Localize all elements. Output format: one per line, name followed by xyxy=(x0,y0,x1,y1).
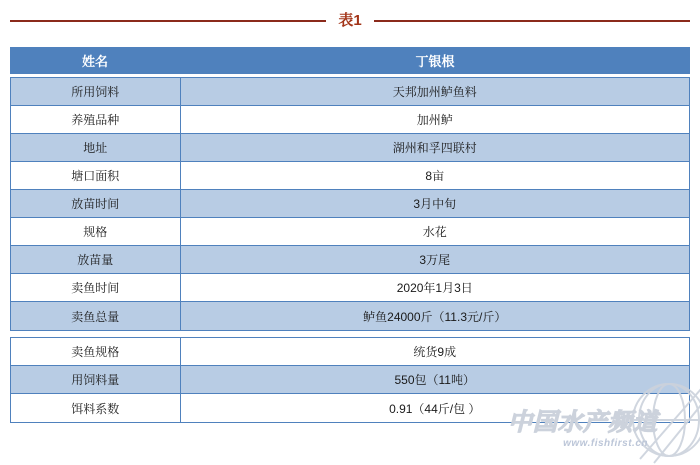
row-label-cell: 放苗时间 xyxy=(11,190,181,217)
row-value-cell: 2020年1月3日 xyxy=(396,281,473,295)
table-row xyxy=(11,134,689,162)
row-value-cell: 0.91（44斤/包 ） xyxy=(389,401,481,416)
table-row xyxy=(11,246,689,274)
row-value-cell: 水花 xyxy=(422,225,447,239)
row-label-cell: 规格 xyxy=(11,218,181,245)
row-value-cell: 8亩 xyxy=(425,169,445,183)
table-row xyxy=(11,106,689,134)
row-value-cell: 鲈鱼24000斤（11.3元/斤） xyxy=(363,309,507,324)
table-row xyxy=(11,366,689,394)
caption-text: 表1 xyxy=(338,12,362,29)
row-value-cell: 3月中旬 xyxy=(413,197,457,211)
row-label-cell: 卖鱼规格 xyxy=(11,338,181,365)
table-row xyxy=(11,78,689,106)
row-label-cell: 用饲料量 xyxy=(11,366,181,393)
table-row xyxy=(11,302,689,330)
table-row xyxy=(11,338,689,366)
table-caption xyxy=(10,11,690,31)
row-value-cell: 加州鲈 xyxy=(416,113,453,127)
row-label-cell: 养殖品种 xyxy=(11,106,181,133)
table-row xyxy=(11,274,689,302)
row-label-cell: 卖鱼时间 xyxy=(11,274,181,301)
row-label-cell: 卖鱼总量 xyxy=(11,302,181,330)
table-row xyxy=(11,394,689,422)
header-label-cell: 姓名 xyxy=(81,54,108,69)
row-label-cell: 放苗量 xyxy=(11,246,181,273)
table-row xyxy=(11,162,689,190)
header-value-cell: 丁银根 xyxy=(415,54,455,69)
table-header-row xyxy=(10,47,690,74)
row-label-cell: 地址 xyxy=(11,134,181,161)
row-value-cell: 3万尾 xyxy=(419,253,451,267)
row-label-cell: 所用饲料 xyxy=(11,78,181,105)
row-label-cell: 饵料系数 xyxy=(11,394,181,422)
row-value-cell: 550包（11吨） xyxy=(394,373,475,387)
table-body-lower xyxy=(10,337,690,423)
row-value-cell: 统货9成 xyxy=(413,345,457,359)
caption-rule-right xyxy=(374,20,690,22)
table-body-upper xyxy=(10,77,690,331)
caption-rule-left xyxy=(10,20,326,22)
watermark-text: 中国水产频道 xyxy=(508,409,658,436)
watermark-url: www.fishfirst.cn xyxy=(563,438,648,449)
row-value-cell: 天邦加州鲈鱼料 xyxy=(392,85,477,99)
row-value-cell: 湖州和孚四联村 xyxy=(392,141,477,155)
row-label-cell: 塘口面积 xyxy=(11,162,181,189)
table-row xyxy=(11,190,689,218)
table-row xyxy=(11,218,689,246)
